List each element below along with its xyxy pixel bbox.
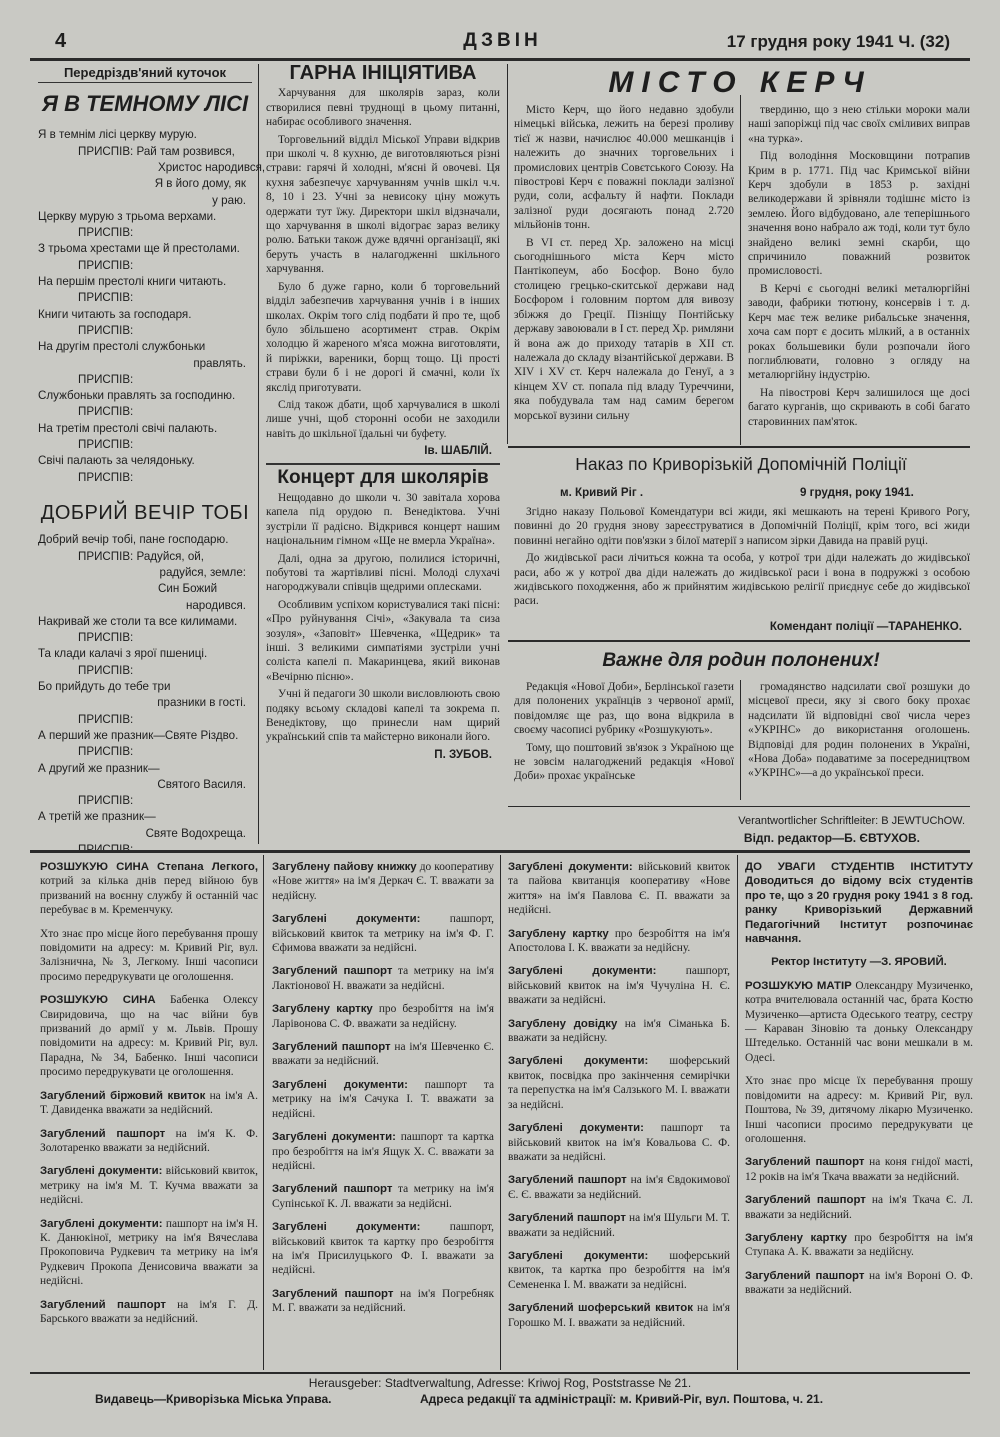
column-divider	[740, 95, 741, 445]
ad-text: котрий за кілька днів перед війною був призваний на воєнну службу й останній час перебуває в м. Кременчуку.	[40, 875, 258, 917]
lyric-line: На першім престолі книги читають.	[38, 275, 227, 289]
kerch-title: МІСТО КЕРЧ	[608, 66, 872, 99]
lyric-line: ПРИСПІВ:	[78, 631, 134, 645]
column-divider	[507, 64, 508, 444]
paragraph: Далі, одна за другою, полилися історичні, побутові та жартівливі пісні. Молоді слухачі нагороджували співців щедрими оплесками.	[266, 552, 500, 594]
ad-heading: Загублені документи:	[40, 1165, 163, 1178]
lyric-line: Син Божий	[158, 582, 218, 596]
lyric-line: На другім престолі службоньки	[38, 340, 206, 354]
song1-lyrics	[38, 127, 266, 486]
ads-column-4	[745, 860, 973, 1370]
classified-ad	[508, 860, 730, 918]
ad-heading: Загублені документи:	[508, 1122, 644, 1135]
lyric-line: ПРИСПІВ:	[78, 372, 134, 386]
paragraph: Учні й педагоги 30 школи висловлюють свою подяку всьому складові капелі та зокрема п. Венедіктову, що принесли нам щирий український спів та майстерно виконали його.	[266, 688, 500, 744]
ad-heading: Загублену картку	[272, 1003, 373, 1016]
paragraph: громадянство надсилати свої розшуки до місцевої преси, яку зі свого боку прохає надсилати їй відповідні свої числа через «УКРІНС» до використання оголошень. Відповіді для родин полонених в Україні, «Нова Доба» подаватиме за посередництвом «УКРІНС»—а до української преси.	[748, 681, 970, 780]
nakaz-signature: Комендант поліції —ТАРАНЕНКО.	[769, 620, 962, 633]
initiative-title: ГАРНА ІНІЦІЯТИВА	[289, 62, 477, 84]
ad-text: на ім'я Шевченко Є. вважати за недійсний.	[272, 1041, 494, 1068]
lyric-line: народився.	[185, 598, 246, 612]
paragraph: Слід також дбати, щоб харчувалися в школі лише учні, щоб сторонні особи не заходили навіть до шкільної їдальні чи буфету.	[266, 398, 500, 440]
footer-publisher: Видавець—Криворізька Міська Управа.	[95, 1392, 332, 1406]
paragraph: Особливим успіхом користувалися такі пісні: «Про руйнування Січі», «Закувала та сиза зозуля», «Заповіт» Шевченка, «Щедрик» та інші. З великими симпатіями зустріли учні соліста капелі п. Макаринцева, який виконав «Вечірню пісню».	[266, 598, 500, 683]
ad-text: військовий квиток та пайова квитанція кооперативу «Нове життя» на ім'я Павлова Є. П. вважати за недійсні.	[508, 861, 730, 917]
ad-text: шоферський квиток, та картка про безробіття на ім'я Семененка І. М. вважати за недійсні.	[508, 1249, 730, 1291]
ad-text: на ім'я Євдокимової Є. Є. вважати за недійсний.	[508, 1174, 730, 1201]
ad-heading: Загублений пашпорт	[745, 1194, 866, 1207]
concert-signature: П. ЗУБОВ.	[434, 747, 492, 761]
nakaz-title: Наказ по Криворізькій Допомічній Поліції	[575, 454, 907, 474]
ad-text: на ім'я А. Т. Давиденка вважати за недійсний.	[40, 1089, 258, 1117]
ads-column-1	[40, 860, 258, 1370]
footer-address: Адреса редакції та адміністрації: м. Кривий-Ріг, вул. Поштова, ч. 21.	[420, 1392, 824, 1406]
ad-heading: Загублений пашпорт	[40, 1298, 166, 1311]
lyric-line: ПРИСПІВ:	[78, 323, 134, 337]
initiative-signature: Ів. ШАБЛІЙ.	[424, 444, 492, 458]
ad-text: шоферський квиток, посвідка про закінчення семирічки та перепустка на ім'я Салзького М. І. вважати за недійсні.	[508, 1055, 730, 1111]
ad-text: на ім'я К. Ф. Золотаренко вважати за недійсний.	[40, 1127, 258, 1154]
school-news-column	[266, 62, 500, 846]
lyric-line: Добрий вечір тобі, пане господарю.	[38, 533, 229, 547]
ad-heading: РОЗШУКУЮ СИНА	[40, 994, 156, 1007]
lyric-line: Христос народився,	[158, 161, 266, 174]
classified-ad	[745, 1231, 973, 1260]
lyric-line: А перший же празник—Святе Різдво.	[38, 728, 239, 742]
lyric-line: Службоньки правлять за господиню.	[38, 389, 236, 403]
initiative-article	[266, 86, 500, 441]
classified-ad	[508, 1173, 730, 1202]
nakaz-place: м. Кривий Ріг .	[560, 486, 644, 499]
ad-text: пашпорт та військовий квиток на ім'я Ковальова С. Ф. вважати за недійсні.	[508, 1122, 730, 1163]
nakaz-text	[514, 505, 970, 617]
classified-ad	[272, 1078, 494, 1121]
ad-text: військовий квиток, метрику на ім'я М. Т. Кучма вважати за недійсні.	[40, 1165, 258, 1207]
lyric-line: Книги читають за господаря.	[38, 307, 192, 321]
ad-text: Хто знає про місце їх перебування прошу повідомити на адресу: м. Кривий Ріг, вул. Поштова, № 39, дитячому лікарю Музиченко. Інші часописи просимо передрукувати це оголошення.	[745, 1075, 973, 1145]
ad-text: про безробіття на ім'я Ступака А. К. вважати за недійсну.	[745, 1231, 973, 1259]
lyric-line: Я в темнім лісі церкву мурую.	[38, 128, 197, 142]
lyric-line: Церкву мурую з трьома верхами.	[38, 209, 217, 223]
classified-ad	[272, 912, 494, 955]
lyric-line: радуйся, земле:	[159, 565, 246, 579]
ad-text: на ім'я Г. Д. Барського вважати за недійсний.	[40, 1298, 258, 1325]
paragraph: В Керчі є сьогодні великі металюргійні заводи, фабрики тютюну, консервів і т. д. Керч має теж велике рибальське значення, хоча сам порт є досить мілкий, а в останніх роках большевики були розпочали його поглиблювати, головно з огляду на металюргійну індустрію.	[748, 282, 970, 382]
ad-text: та метрику на ім'я Лактіонової Н. вважати за недійсні.	[272, 965, 494, 992]
ad-text: пашпорт, військовий квиток та картку про безробіття на ім'я Присилуцького Ф. І. вважати за недійсні.	[272, 1221, 494, 1277]
ad-text: про безробіття на ім'я Ларівонова С. Ф. вважати за недійсну.	[272, 1003, 494, 1030]
classified-ad	[745, 955, 973, 969]
paragraph: Згідно наказу Польової Комендатури всі жиди, які мешкають на терені Кривого Рогу, повинні до 20 грудня знову зареєструватися в Допомічній Поліції, крім того, всі жиди повинні негайно одіти пов'язки з білої матерії з написом зірки Давида на правій руці.	[514, 506, 970, 547]
ad-heading: Загублені документи:	[272, 1078, 408, 1091]
ad-heading: Ректор Інституту —З. ЯРОВИЙ.	[771, 956, 947, 969]
lyric-line: Святого Василя.	[157, 777, 246, 791]
classified-ad	[272, 1130, 494, 1173]
paragraph: Харчування для школярів зараз, коли створилися певні труднощі в цьому питанні, набирає особливого значення.	[266, 87, 500, 129]
paragraph: твердиню, що з нею стільки мороки мали наші запоріжці під час своїх сміливих виправ «на турка».	[748, 104, 970, 145]
header-rule	[30, 58, 970, 61]
lyric-line: ПРИСПІВ:	[78, 405, 134, 419]
lyric-line: Та клади калачі з ярої пшениці.	[38, 647, 208, 661]
kerch-article-right	[748, 103, 970, 443]
ad-heading: Загублену картку	[508, 927, 609, 940]
classified-ad	[508, 1211, 730, 1240]
classified-ad	[508, 1249, 730, 1292]
classified-ad	[508, 1017, 730, 1046]
ad-heading: Загублений пашпорт	[272, 1183, 393, 1196]
prisoners-title: Важне для родин полонених!	[602, 650, 880, 671]
lyric-line: ПРИСПІВ:	[78, 291, 134, 305]
footer-herausgeber: Herausgeber: Stadtverwaltung, Adresse: Kriwoj Rog, Poststrasse № 21.	[308, 1376, 692, 1390]
ads-divider	[500, 855, 501, 1370]
column-divider	[258, 64, 259, 844]
classified-ad	[40, 860, 258, 918]
ads-column-3	[508, 860, 730, 1370]
ad-heading: ДО УВАГИ СТУДЕНТІВ ІНСТИТУТУ Доводиться до відому всіх студентів про те, що з 20 грудня року 1941 з 8 год. ранку Криворізький Державний Педагогічний Інститут розпочинає навчання.	[745, 861, 973, 946]
ad-text: пашпорт на ім'я Н. К. Данюкіної, метрику на ім'я Вячеслава Прокоповича Рудкевич та метрику на ім'я Рудкевич Прокопа Денисовича вважати за недійсні.	[40, 1217, 258, 1288]
song1-title: Я В ТЕМНОМУ ЛІСІ	[41, 91, 249, 117]
classified-ad	[40, 1127, 258, 1156]
ad-heading: Загублені документи:	[272, 1131, 396, 1144]
classified-ad	[272, 1002, 494, 1031]
section-rule	[508, 640, 970, 642]
lyric-line: ПРИСПІВ:	[78, 258, 134, 272]
classified-ad	[745, 1155, 973, 1184]
lyric-line: ПРИСПІВ: Рай там розвився,	[78, 144, 235, 158]
paragraph: На півострові Керч залишилося ще досі багато курганів, що скривають в собі багато старовинних пам'яток.	[748, 386, 970, 428]
song2-title: ДОБРИЙ ВЕЧІР ТОБІ	[40, 501, 250, 524]
classified-ad	[508, 927, 730, 956]
lyric-line: Свічі палають за челядоньку.	[38, 454, 195, 468]
lyric-line: празники в гості.	[157, 696, 246, 710]
column-divider	[740, 680, 741, 800]
classified-ad	[272, 1182, 494, 1211]
concert-title: Концерт для школярів	[266, 463, 500, 485]
ads-top-rule	[30, 850, 970, 853]
ad-heading: Загублену довідку	[508, 1017, 618, 1030]
lyric-line: у раю.	[212, 193, 246, 207]
concert-article	[266, 491, 500, 745]
ad-heading: Загублений пашпорт	[745, 1269, 865, 1282]
lyric-line: З трьома хрестами ще й престолами.	[38, 242, 240, 256]
classified-ad	[745, 860, 973, 946]
classified-ad	[508, 1301, 730, 1330]
ad-heading: Загублені документи:	[508, 965, 657, 978]
ad-text: про безробіття на ім'я Апостолова І. К. вважати за недійсну.	[508, 927, 730, 955]
ad-heading: РОЗШУКУЮ МАТІР	[745, 979, 852, 992]
prisoners-text-right	[748, 680, 970, 802]
song2-lyrics	[38, 532, 252, 858]
ad-text: та метрику на ім'я Супінської К. Л. вважати за недійсні.	[272, 1183, 494, 1210]
lyric-line: Накривай же столи та все килимами.	[38, 614, 238, 628]
lyric-line: ПРИСПІВ:	[78, 438, 134, 452]
ad-heading: Загублений пашпорт	[40, 1127, 166, 1140]
ad-text: Хто знає про місце його перебування прошу повідомити на адресу: м. Кривий Ріг, вул. Залізнична, № 3, Легкому. Інші часописи просимо передрукувати це оголошення.	[40, 927, 258, 983]
classified-ad	[272, 964, 494, 993]
paragraph: Тому, що поштовий зв'язок з Україною ще не зовсім налагоджений редакція «Нової Доби» прохає українське	[514, 741, 734, 783]
classified-ad	[272, 1220, 494, 1278]
classified-ad	[745, 1074, 973, 1146]
ad-text: на ім'я Сіманька Б. вважати за недійсну.	[508, 1017, 730, 1045]
lyric-line: ПРИСПІВ:	[78, 470, 134, 484]
prisoners-text-left	[514, 680, 734, 802]
newspaper-title: ДЗВІН	[463, 30, 542, 51]
section-rule	[508, 806, 970, 807]
ad-heading: Загублений біржовий квиток	[40, 1089, 206, 1102]
section-rule	[508, 446, 970, 448]
lyric-line: А другий же празник—	[38, 761, 160, 775]
lyric-line: ПРИСПІВ:	[78, 663, 134, 677]
paragraph: Редакція «Нової Доби», Берлінської газети для полонених українців з червоної армії, повідомляє ще раз, що вона відкрила в своєму часописі рубрику «Розшукують».	[514, 681, 734, 737]
issue-date: 17 грудня року 1941 Ч. (32)	[726, 32, 950, 51]
ad-text: на ім'я Вороні О. Ф. вважати за недійсний.	[745, 1269, 973, 1297]
ad-heading: Загублений пашпорт	[272, 1287, 394, 1300]
paragraph: Місто Керч, що його недавно здобули німецькі війська, лежить на березі проливу тієї ж назви, начислює 40.000 мешканців і належить до значних торговельних і промислових центрів Совєтського Союзу. На півострові Керч є поважні поклади залізної руди, соли, асфальту й нафти. Поклади залізної руди досягають понад 2.720 мільйонів тонн.	[514, 104, 734, 232]
lyric-line: правлять.	[193, 356, 246, 370]
lyric-line: ПРИСПІВ:	[78, 226, 134, 240]
ad-heading: Загублений пашпорт	[272, 965, 393, 978]
ad-text: пашпорт, військовий квиток на ім'я Чучуліна Н. Є. вважати за недійсні.	[508, 965, 730, 1007]
lyric-line: Я в його дому, як	[154, 177, 246, 191]
ad-text: пашпорт та картка про безробіття на ім'я Ящук Х. С. вважати за недійсні.	[272, 1131, 494, 1172]
ad-heading: Загублений пашпорт	[745, 1156, 865, 1169]
classified-ad	[40, 1298, 258, 1327]
ad-text: на коня гнідої масті, 12 років на ім'я Ткача вважати за недійсний.	[745, 1156, 973, 1183]
ad-text: на ім'я Шульги М. Т. вважати за недійсний.	[508, 1212, 730, 1239]
kerch-article-left	[514, 103, 734, 443]
lyric-line: ПРИСПІВ:	[78, 794, 134, 808]
ad-heading: Загублені документи:	[272, 913, 421, 926]
nakaz-date: 9 грудня, року 1941.	[800, 486, 914, 499]
lyric-line: На третім престолі свічі палають.	[38, 421, 218, 435]
ad-heading: Загублені документи:	[508, 861, 633, 873]
ad-text: на ім'я Горошко М. І. вважати за недійсний.	[508, 1302, 730, 1329]
classified-ad	[40, 1164, 258, 1207]
ad-heading: Загублену картку	[745, 1231, 847, 1244]
classified-ad	[508, 1121, 730, 1164]
paragraph: Під володіння Московщини потрапив Крим в р. 1771. Під час Кримської війни Керч здобули в 1853 р. західні великодержави й зрівняли тодішнє місто із землею. Його відбудовано, але теперішнього значення воно набрало аж тоді, коли тут було знайдено великі земні скарби, що спричинило поважний розвиток промисловості.	[748, 150, 970, 278]
lyric-line: ПРИСПІВ:	[78, 712, 134, 726]
ad-text: на ім'я Ткача Є. Л. вважати за недійсний.	[745, 1194, 973, 1221]
paragraph: Було б дуже гарно, коли б торговельний відділ забезпечив харчування учнів і в інших школах. Окрім того слід подбати й про те, щоб було збільшено асортимент страв. Окрім холодцю й жареного м'яса можна виготовляти, й пиріжки, вареники, борщ тощо. Ці прості страви були б і не дорогі й смачні, коли їх якслід приготувати.	[266, 280, 500, 394]
lyric-line: Святе Водохреща.	[145, 826, 246, 840]
classified-ad	[272, 1287, 494, 1316]
page-number: 4	[55, 30, 67, 52]
paragraph: До жидівської раси лічиться кожна та особа, у котрої три діди належать до жидівської раси, або ж у котрої два діди належать до жидівської раси і вона в подружжі з особою жидівського походження, або ж прийнятим жидівською релігії приєднує себе до жидівської раси.	[514, 552, 970, 608]
paragraph: Торговельний відділ Міської Управи відкрив при школі ч. 8 кухню, де виготовляються різні страви: гарячі й холодні, м'ясні й овочеві. Ця кухня забезпечує харчуванням учнів шкіл ч.ч. 8, 10 і 23. Учні за невисоку ціну можуть одержати тут їжу. Директори шкіл відзначали, що харчування в школі відограє зараз велику ролю. Батьки також дуже вдячні організації, які беруть участь в налагодженні шкільного харчування.	[266, 133, 500, 276]
ad-heading: Загублений пашпорт	[272, 1041, 391, 1054]
ad-heading: Загублені документи:	[508, 1055, 649, 1068]
ad-text: Бабенка Олексу Свиридовича, що на час війни був призваний до армії у м. Львів. Прошу повідомити на адресу: м. Кривий Ріг, вул. Парадна, № 34, Бабенко. Інші часописи просимо передрукувати це оголошення.	[40, 994, 258, 1079]
classified-ad	[272, 1040, 494, 1069]
ad-heading: РОЗШУКУЮ СИНА Степана Легкого,	[40, 861, 258, 873]
footer-rule	[30, 1372, 970, 1374]
masthead	[55, 30, 950, 56]
ad-heading: Загублений пашпорт	[508, 1212, 626, 1225]
paragraph: Нещодавно до школи ч. 30 завітала хорова капела під орудою п. Венедіктова. Учні зустріли її радісно. Відкрився концерт нашим національним гімном «Ще не вмерла Україна».	[266, 491, 500, 548]
ad-heading: Загублені документи:	[508, 1249, 649, 1262]
ad-heading: Загублені документи:	[40, 1217, 163, 1230]
ad-text: Олександру Музиченко, котра вчителювала останній час, брата Костю Музиченко—артиста Одеського театру, сестру — Караван Зіновію та доньку Олександру Штеделько. Останній час вони мешкали в м. Одесі.	[745, 979, 973, 1064]
lyric-line: ПРИСПІВ:	[78, 745, 134, 759]
classified-ad	[40, 1089, 258, 1118]
ads-divider	[263, 855, 264, 1370]
lyric-line: Бо прийдуть до тебе три	[38, 680, 171, 694]
ads-divider	[737, 855, 738, 1370]
classified-ad	[745, 1193, 973, 1222]
ad-text: пашпорт, військовий квиток та метрику на ім'я Ф. Г. Єфимова вважати за недійсні.	[272, 913, 494, 955]
ads-column-2	[272, 860, 494, 1370]
kicker: Передріздв'яний куточок	[38, 66, 252, 83]
classified-ad	[745, 979, 973, 1065]
classified-ad	[40, 1217, 258, 1289]
ad-text: до кооперативу «Нове життя» на ім'я Деркач Є. Т. вважати за недійсну.	[272, 861, 494, 902]
classified-ad	[272, 860, 494, 903]
classified-ad	[508, 1054, 730, 1112]
ad-heading: Загублені документи:	[272, 1221, 421, 1234]
ad-heading: Загублену пайову книжку	[272, 861, 417, 873]
christmas-corner	[38, 65, 266, 846]
lyric-line: А третій же празник—	[38, 810, 156, 824]
paragraph: В VI ст. перед Хр. заложено на місці сьогоднішнього міста Керч місто Пантікопеум, або Босфор. Воно було столицею грецько-скитської держави над Босфором і головним портом для вивозу збіжжя до Греції. Пізніщу Понтійську державу завоювали в I ст. перед Хр. римляни й вона аж до приходу татарів в XII ст. належала до складу візантійської держави. В XIV і XV ст. Керч належала до Генуї, а з кінцем XV ст. попала під владу Туреччини, яка побудувала там над самим берегом морської вузини сильну	[514, 236, 734, 422]
classified-ad	[40, 993, 258, 1079]
lyric-line: ПРИСПІВ: Радуйся, ой,	[78, 549, 204, 563]
ad-text: пашпорт та метрику на ім'я Сачука І. Т. вважати за недійсні.	[272, 1078, 494, 1120]
ad-heading: Загублений пашпорт	[508, 1174, 627, 1187]
classified-ad	[508, 964, 730, 1007]
classified-ad	[745, 1269, 973, 1298]
ad-heading: Загублений шоферський квиток	[508, 1302, 693, 1315]
responsible-de: Verantwortlicher Schriftleiter: B JEWTUChOW.	[738, 815, 965, 827]
responsible-ua: Відп. редактор—Б. ЄВТУХОВ.	[743, 831, 920, 845]
ad-text: на ім'я Погребняк М. Г. вважати за недійсний.	[272, 1287, 494, 1315]
classified-ad	[40, 927, 258, 985]
